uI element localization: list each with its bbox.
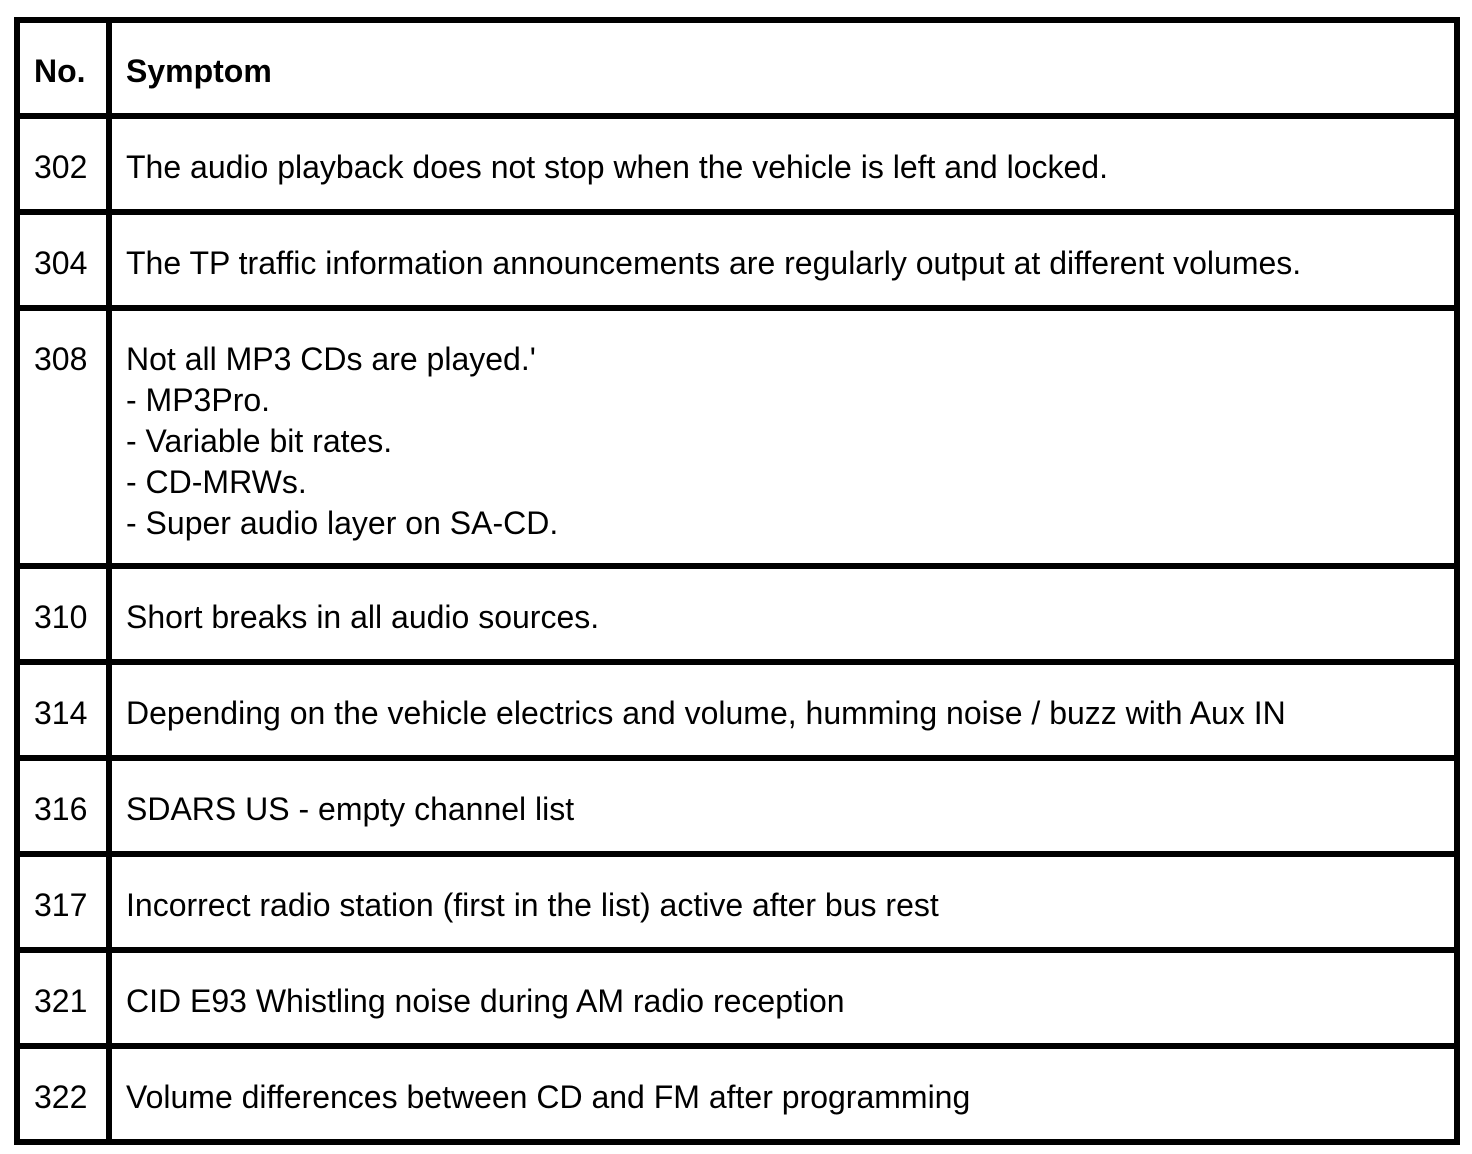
row-number: 316 — [17, 758, 109, 854]
column-header-symptom: Symptom — [109, 20, 1457, 116]
row-number: 314 — [17, 662, 109, 758]
row-symptom: Depending on the vehicle electrics and volume, humming noise / buzz with Aux IN — [109, 662, 1457, 758]
column-header-number: No. — [17, 20, 109, 116]
table-row — [17, 212, 1457, 308]
table-row — [17, 854, 1457, 950]
row-symptom: SDARS US - empty channel list — [109, 758, 1457, 854]
row-number: 308 — [17, 308, 109, 566]
table-row — [17, 308, 1457, 566]
table-row — [17, 662, 1457, 758]
row-symptom: The TP traffic information announcements are regularly output at different volumes. — [109, 212, 1457, 308]
row-symptom: The audio playback does not stop when the vehicle is left and locked. — [109, 116, 1457, 212]
row-number: 310 — [17, 566, 109, 662]
row-number: 304 — [17, 212, 109, 308]
row-symptom: CID E93 Whistling noise during AM radio reception — [109, 950, 1457, 1046]
row-symptom: Volume differences between CD and FM after programming — [109, 1046, 1457, 1142]
row-number: 302 — [17, 116, 109, 212]
table-row — [17, 116, 1457, 212]
table-row — [17, 1046, 1457, 1142]
row-number: 321 — [17, 950, 109, 1046]
table-row — [17, 758, 1457, 854]
row-number: 322 — [17, 1046, 109, 1142]
row-symptom: Incorrect radio station (first in the list) active after bus rest — [109, 854, 1457, 950]
table-header-row — [17, 20, 1457, 116]
row-symptom: Not all MP3 CDs are played.' - MP3Pro. - Variable bit rates. - CD-MRWs. - Super audio layer on SA-CD. — [109, 308, 1457, 566]
table-row — [17, 566, 1457, 662]
symptom-table — [14, 17, 1460, 1145]
table-row — [17, 950, 1457, 1046]
row-symptom: Short breaks in all audio sources. — [109, 566, 1457, 662]
row-number: 317 — [17, 854, 109, 950]
